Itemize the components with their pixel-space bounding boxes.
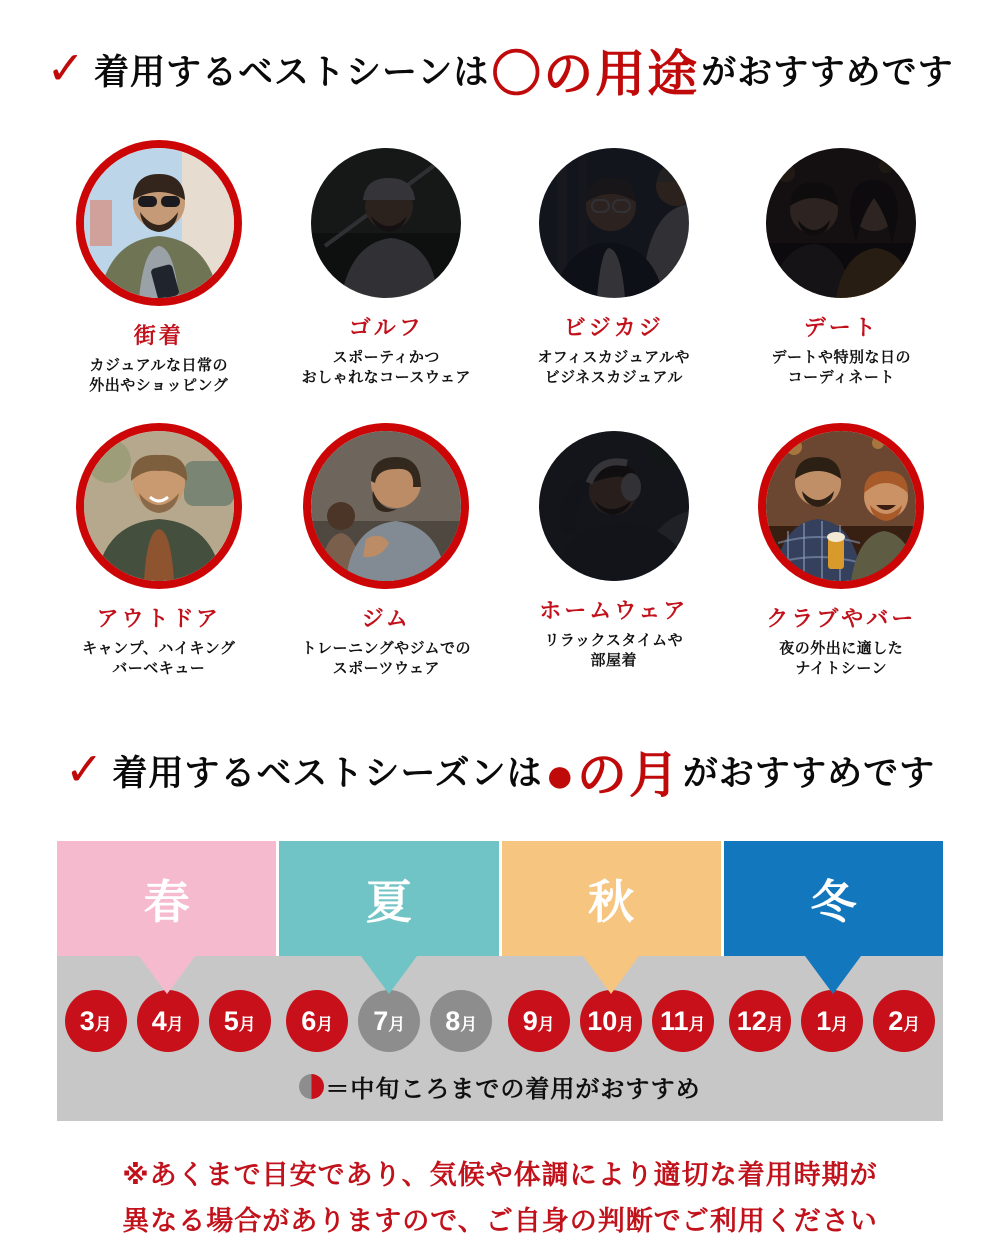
month-circle: 2 月 (873, 990, 935, 1052)
photo-club-bar (758, 423, 924, 589)
scene-card-golf (273, 140, 501, 397)
season-block-winter (724, 841, 943, 956)
scene-title: デート (803, 315, 879, 340)
scene-card-gym (273, 423, 501, 680)
photo-date-couple (766, 148, 916, 298)
month-group-autumn (500, 990, 722, 1052)
month-circle: 10 月 (580, 990, 642, 1052)
season-label: 夏 (365, 875, 412, 928)
season-block-autumn (502, 841, 721, 956)
disclaimer-note (0, 1153, 1000, 1245)
season-block-summer (279, 841, 498, 956)
month-group-winter (722, 990, 944, 1052)
season-heading (0, 735, 1000, 807)
season-blocks (57, 841, 943, 956)
arrow-down-icon (361, 956, 417, 994)
scene-desc: スポーティかつ おしゃれなコースウェア (301, 349, 471, 387)
scene-desc: リラックスタイムや 部屋着 (544, 631, 684, 669)
scene-desc: オフィスカジュアルや ビジネスカジュアル (537, 349, 690, 387)
month-circle: 5 月 (209, 990, 271, 1052)
photo-homewear (539, 431, 689, 581)
season-label: 秋 (588, 875, 635, 928)
disclaimer-line-1: ※あくまで目安であり、気候や体調により適切な着用時期が (122, 1160, 878, 1190)
scene-title: 街着 (133, 323, 184, 348)
month-circle: 7 月 (358, 990, 420, 1052)
check-icon: ✓ (64, 743, 105, 795)
scene-card-date (728, 140, 956, 397)
month-circle: 11 月 (652, 990, 714, 1052)
disclaimer-line-2: 異なる場合がありますので、ご自身の判断でご利用ください (122, 1205, 878, 1236)
season-label: 冬 (810, 875, 857, 928)
month-group-spring (57, 990, 279, 1052)
scene-title: ビジカジ (563, 315, 664, 340)
month-circle: 9 月 (508, 990, 570, 1052)
scene-desc: トレーニングやジムでの スポーツウェア (301, 639, 472, 677)
scene-card-club-bar (728, 423, 956, 680)
scene-heading (0, 34, 1000, 106)
scene-title: ゴルフ (348, 315, 424, 340)
month-group-summer (279, 990, 501, 1052)
scene-card-street (45, 140, 273, 397)
arrow-down-icon (805, 956, 861, 994)
legend-text: ＝中旬ころまでの着用がおすすめ (325, 1076, 701, 1103)
photo-outdoor (76, 423, 242, 589)
month-circle: 4 月 (137, 990, 199, 1052)
half-circle-icon (299, 1074, 324, 1099)
scene-grid (45, 140, 955, 679)
scene-heading-suffix: がおすすめです (701, 53, 954, 92)
month-circle: 1 月 (801, 990, 863, 1052)
scene-heading-prefix: 着用するベストシーンは (93, 53, 490, 92)
scene-card-bizcasual (500, 140, 728, 397)
scene-title: ジム (361, 605, 411, 631)
scene-card-homewear (500, 423, 728, 680)
arrow-down-icon (583, 956, 639, 994)
legend (57, 1069, 943, 1104)
season-heading-emphasis: ●の月 (544, 747, 681, 803)
month-circle: 6 月 (286, 990, 348, 1052)
check-icon: ✓ (46, 42, 86, 94)
month-circle: 12 月 (729, 990, 791, 1052)
scene-heading-emphasis: 〇の用途 (491, 46, 700, 102)
month-row (57, 990, 943, 1052)
arrow-down-icon (139, 956, 195, 994)
scene-title: クラブやバー (766, 605, 917, 631)
photo-golf (311, 148, 461, 298)
season-label: 春 (143, 875, 190, 928)
month-circle: 8 月 (430, 990, 492, 1052)
scene-title: アウトドア (96, 605, 221, 631)
scene-desc: デートや特別な日の コーディネート (771, 349, 911, 387)
scene-desc: カジュアルな日常の 外出やショッピング (89, 357, 229, 395)
season-heading-suffix: がおすすめです (682, 754, 936, 793)
season-block-spring (57, 841, 276, 956)
scene-desc: 夜の外出に適した ナイトシーン (779, 639, 904, 677)
scene-desc: キャンプ、ハイキング バーベキュー (82, 639, 236, 677)
season-calendar-chart (57, 841, 943, 1121)
scene-title: ホームウェア (539, 597, 689, 623)
photo-street-casual (76, 140, 242, 306)
scene-card-outdoor (45, 423, 273, 680)
season-heading-prefix: 着用するベストシーズンは (112, 754, 543, 793)
month-circle: 3 月 (65, 990, 127, 1052)
photo-business-casual (539, 148, 689, 298)
photo-gym (303, 423, 469, 589)
